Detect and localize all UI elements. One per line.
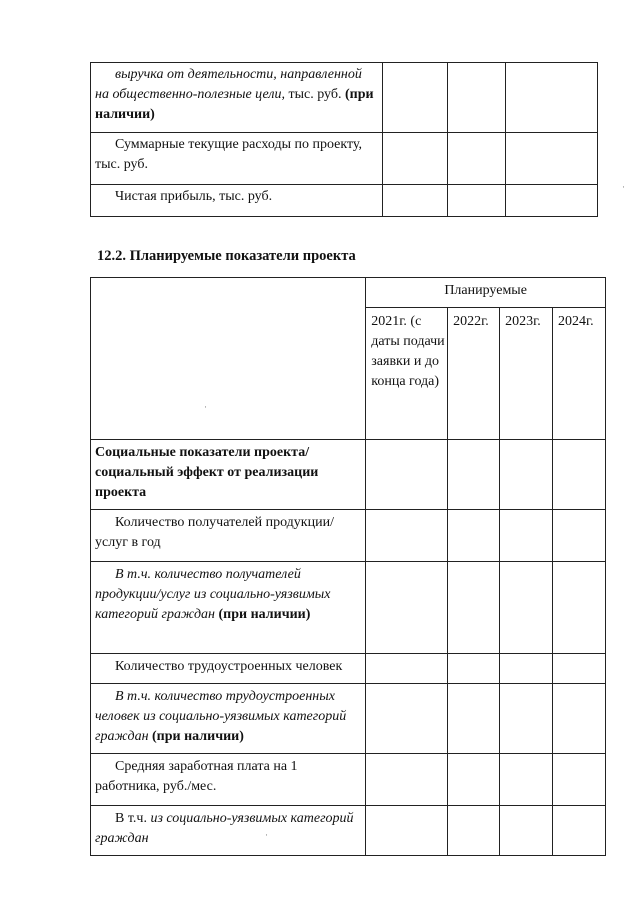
label-part: Социальные показатели проекта/социальный эффект от реализации проекта bbox=[95, 445, 319, 500]
row-label bbox=[91, 185, 383, 217]
label-part: из социально-уязвимых категорий граждан bbox=[95, 811, 354, 846]
table-cell[interactable] bbox=[366, 440, 448, 510]
table-cell[interactable] bbox=[448, 185, 506, 217]
table-cell[interactable] bbox=[553, 806, 606, 856]
table-cell[interactable] bbox=[448, 754, 500, 806]
label-part: (при наличии) bbox=[148, 729, 244, 744]
table-row bbox=[91, 754, 606, 806]
planned-header: Планируемые bbox=[366, 278, 606, 308]
table-cell[interactable] bbox=[448, 806, 500, 856]
label-part: Количество получателей продукции/услуг в год bbox=[95, 515, 334, 550]
row-label bbox=[91, 754, 366, 806]
blank-header-cell bbox=[91, 278, 366, 440]
table-cell[interactable] bbox=[366, 806, 448, 856]
table-cell[interactable] bbox=[382, 133, 448, 185]
table-cell[interactable] bbox=[500, 754, 553, 806]
row-label bbox=[91, 63, 383, 133]
label-part: В т.ч. количество трудоустроенных человек из социально-уязвимых категорий граждан bbox=[95, 689, 347, 744]
year-header-2021: 2021г. (с даты подачи заявки и до конца года) bbox=[366, 308, 448, 440]
year-header-2024: 2024г. bbox=[553, 308, 606, 440]
scan-speck: · bbox=[204, 402, 207, 412]
label-part: Чистая прибыль, тыс. руб. bbox=[115, 189, 273, 204]
row-label bbox=[91, 654, 366, 684]
financial-indicators-table bbox=[90, 62, 598, 217]
table-cell[interactable] bbox=[366, 510, 448, 562]
label-part: (при наличии) bbox=[215, 607, 311, 622]
table-cell[interactable] bbox=[506, 63, 598, 133]
table-cell[interactable] bbox=[448, 562, 500, 654]
row-label bbox=[91, 562, 366, 654]
label-part: тыс. руб. bbox=[284, 87, 342, 102]
table-row bbox=[91, 806, 606, 856]
table-row bbox=[91, 440, 606, 510]
table-row bbox=[91, 133, 598, 185]
table-cell[interactable] bbox=[448, 654, 500, 684]
table-cell[interactable] bbox=[448, 440, 500, 510]
table-cell[interactable] bbox=[553, 754, 606, 806]
table-row bbox=[91, 63, 598, 133]
label-part: выручка от деятельности, направленной на общественно-полезные цели, bbox=[95, 67, 362, 102]
scan-speck: · bbox=[265, 830, 268, 840]
table-cell[interactable] bbox=[366, 562, 448, 654]
table-cell[interactable] bbox=[553, 440, 606, 510]
table-cell[interactable] bbox=[366, 754, 448, 806]
table-cell[interactable] bbox=[500, 806, 553, 856]
table-cell[interactable] bbox=[500, 684, 553, 754]
planned-indicators-table bbox=[90, 277, 606, 856]
table-row bbox=[91, 562, 606, 654]
table-row bbox=[91, 654, 606, 684]
row-label bbox=[91, 440, 366, 510]
label-part: Средняя заработная плата на 1 работника, руб./мес. bbox=[95, 759, 298, 794]
row-label bbox=[91, 806, 366, 856]
label-part: В т.ч. bbox=[115, 811, 151, 826]
table-cell[interactable] bbox=[382, 63, 448, 133]
table-row bbox=[91, 510, 606, 562]
year-header-2023: 2023г. bbox=[500, 308, 553, 440]
row-label bbox=[91, 510, 366, 562]
table-cell[interactable] bbox=[500, 654, 553, 684]
table-cell[interactable] bbox=[448, 684, 500, 754]
section-heading: 12.2. Планируемые показатели проекта bbox=[97, 248, 356, 264]
table-cell[interactable] bbox=[553, 510, 606, 562]
row-label bbox=[91, 684, 366, 754]
label-part: (при наличии) bbox=[95, 87, 374, 122]
label-part: Количество трудоустроенных человек bbox=[115, 659, 343, 674]
table-cell[interactable] bbox=[506, 185, 598, 217]
label-part: Суммарные текущие расходы по проекту, тыс. руб. bbox=[95, 137, 363, 172]
row-label bbox=[91, 133, 383, 185]
table-cell[interactable] bbox=[448, 510, 500, 562]
table-cell[interactable] bbox=[553, 562, 606, 654]
year-header-2022: 2022г. bbox=[448, 308, 500, 440]
table-cell[interactable] bbox=[500, 440, 553, 510]
table-cell[interactable] bbox=[553, 654, 606, 684]
scan-speck: · bbox=[622, 182, 625, 192]
table-cell[interactable] bbox=[366, 654, 448, 684]
table-cell[interactable] bbox=[553, 684, 606, 754]
table-cell[interactable] bbox=[500, 562, 553, 654]
table-cell[interactable] bbox=[448, 63, 506, 133]
table-row bbox=[91, 185, 598, 217]
table-cell[interactable] bbox=[506, 133, 598, 185]
table-cell[interactable] bbox=[366, 684, 448, 754]
table-row bbox=[91, 684, 606, 754]
table-cell[interactable] bbox=[500, 510, 553, 562]
table-cell[interactable] bbox=[382, 185, 448, 217]
label-part: В т.ч. количество получателей продукции/услуг из социально-уязвимых категорий граждан bbox=[95, 567, 331, 622]
table-cell[interactable] bbox=[448, 133, 506, 185]
table-header-row bbox=[91, 278, 606, 308]
